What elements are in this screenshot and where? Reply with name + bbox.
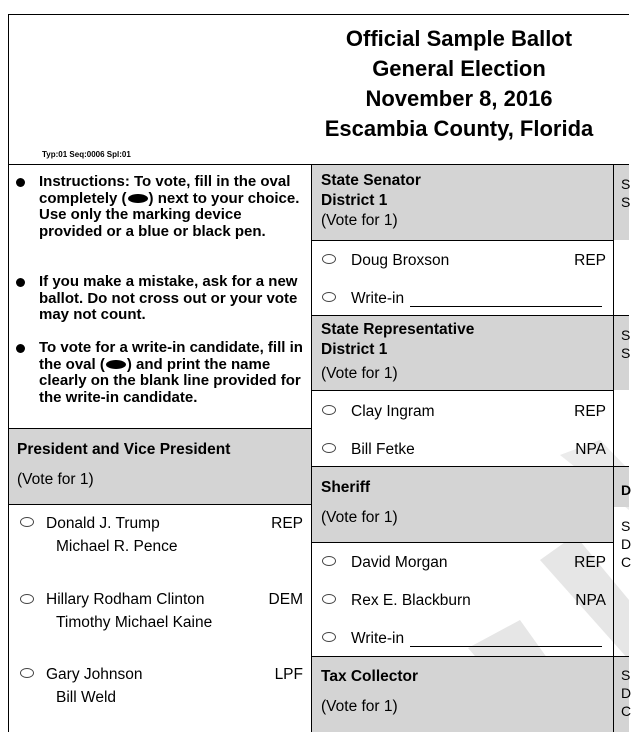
edge-fragment: D — [621, 685, 631, 701]
vote-oval-senator-write-in[interactable] — [322, 292, 336, 302]
column-divider-1 — [311, 164, 312, 732]
vote-oval-blackburn[interactable] — [322, 594, 336, 604]
president-title: President and Vice President — [17, 441, 231, 458]
write-in-line[interactable] — [410, 306, 602, 307]
edge-fragment: S — [621, 176, 631, 192]
sheriff-vote-for: (Vote for 1) — [321, 509, 398, 526]
candidate-name: David Morgan — [351, 554, 448, 571]
party-label: REP — [574, 252, 606, 269]
party-label: DEM — [268, 591, 303, 608]
edge-fragment: C — [621, 554, 631, 570]
running-mate-name: Michael R. Pence — [56, 538, 178, 555]
candidate-name: Rex E. Blackburn — [351, 592, 471, 609]
filled-oval-icon — [106, 360, 126, 369]
candidate-name: Hillary Rodham Clinton — [46, 591, 205, 608]
instruction-1 — [16, 174, 306, 240]
edge-fragment: S — [621, 345, 631, 361]
write-in-line[interactable] — [410, 646, 602, 647]
sheriff-title: Sheriff — [321, 479, 371, 496]
state-senator-header-bottom — [311, 240, 614, 241]
sheriff-header-bottom — [311, 542, 614, 543]
state-rep-header-bottom — [311, 390, 614, 391]
vote-oval-trump[interactable] — [20, 517, 34, 527]
state-rep-title: State Representative — [321, 321, 475, 338]
vote-oval-sheriff-write-in[interactable] — [322, 632, 336, 642]
state-rep-vote-for: (Vote for 1) — [321, 365, 398, 382]
state-rep-district: District 1 — [321, 341, 388, 358]
left-border — [8, 14, 9, 732]
edge-fragment: D — [621, 536, 631, 552]
tax-collector-title: Tax Collector — [321, 668, 419, 685]
party-label: NPA — [575, 592, 606, 609]
edge-fragment: S — [621, 667, 631, 683]
write-in-label: Write-in — [351, 290, 405, 307]
running-mate-name: Bill Weld — [56, 689, 117, 706]
third-col-line-3 — [614, 656, 629, 657]
bullet-icon — [16, 278, 25, 287]
filled-oval-icon — [128, 194, 148, 203]
instruction-3-text-a: To vote for a write-in candidate, fill in the oval ( — [39, 339, 303, 373]
party-label: REP — [574, 403, 606, 420]
party-label: REP — [574, 554, 606, 571]
column-divider-2 — [613, 164, 614, 732]
instruction-3 — [16, 340, 306, 406]
edge-fragment: S — [621, 518, 631, 534]
candidate-name: Donald J. Trump — [46, 515, 160, 532]
instruction-2 — [16, 274, 306, 324]
edge-fragment: D — [621, 482, 631, 498]
ballot-title-line4: Escambia County, Florida — [324, 116, 594, 141]
edge-fragment: S — [621, 327, 631, 343]
third-col-line-1 — [614, 315, 629, 316]
ballot-title-line1: Official Sample Ballot — [345, 26, 573, 51]
party-label: NPA — [575, 441, 606, 458]
vote-oval-fetke[interactable] — [322, 443, 336, 453]
bullet-icon — [16, 344, 25, 353]
ballot-title-line3: November 8, 2016 — [365, 86, 553, 111]
candidate-name: Clay Ingram — [351, 403, 435, 420]
write-in-label: Write-in — [351, 630, 405, 647]
state-senator-title: State Senator — [321, 172, 421, 189]
president-vote-for: (Vote for 1) — [17, 471, 94, 488]
top-border — [8, 14, 629, 15]
candidate-name: Gary Johnson — [46, 666, 143, 683]
president-header-bottom — [8, 504, 312, 505]
instruction-1-text-b: ) next to your choice. Use only the marking device provided or a blue or black pen. — [39, 189, 300, 240]
vote-oval-clinton[interactable] — [20, 594, 34, 604]
vote-oval-johnson[interactable] — [20, 668, 34, 678]
ballot-title-line2: General Election — [372, 56, 546, 81]
instruction-3-text-b: ) and print the name clearly on the blank line provided for the write-in candidate. — [39, 355, 301, 406]
party-label: LPF — [274, 666, 303, 683]
bullet-icon — [16, 178, 25, 187]
running-mate-name: Timothy Michael Kaine — [56, 614, 213, 631]
instruction-1-text-a: Instructions: To vote, fill in the oval completely ( — [39, 173, 291, 207]
vote-oval-morgan[interactable] — [322, 556, 336, 566]
instruction-2-text: If you make a mistake, ask for a new ballot. Do not cross out or your vote may not count. — [39, 273, 298, 323]
edge-fragment: S — [621, 194, 631, 210]
state-senator-vote-for: (Vote for 1) — [321, 212, 398, 229]
party-label: REP — [271, 515, 303, 532]
ballot-code: Typ:01 Seq:0006 Spl:01 — [42, 150, 131, 159]
third-col-line-2 — [614, 466, 629, 467]
vote-oval-ingram[interactable] — [322, 405, 336, 415]
edge-fragment: C — [621, 703, 631, 719]
candidate-name: Bill Fetke — [351, 441, 415, 458]
candidate-name: Doug Broxson — [351, 252, 450, 269]
state-senator-district: District 1 — [321, 192, 388, 209]
vote-oval-broxson[interactable] — [322, 254, 336, 264]
tax-collector-vote-for: (Vote for 1) — [321, 698, 398, 715]
